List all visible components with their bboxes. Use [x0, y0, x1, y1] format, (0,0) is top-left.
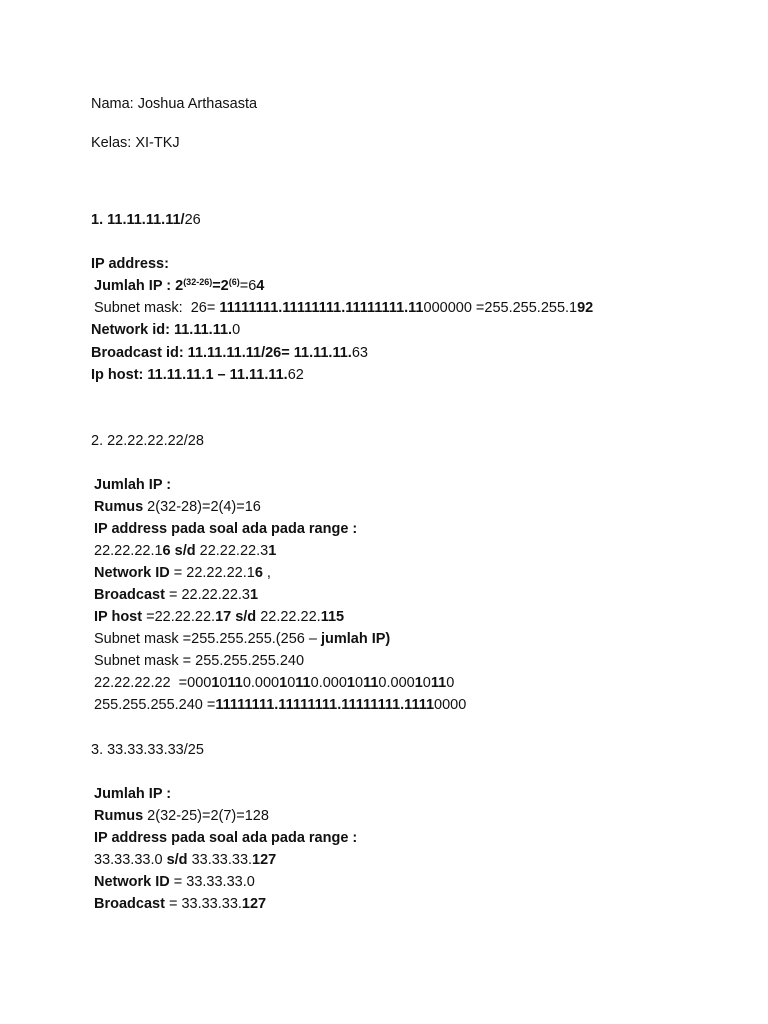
q2-ip-host: IP host =22.22.22.17 s/d 22.22.22.115 — [94, 609, 345, 625]
q1-broadcast-id: Broadcast id: 11.11.11.11/26= 11.11.11.63 — [91, 345, 368, 361]
q2-subnet-mask-formula: Subnet mask =255.255.255.(256 – jumlah IP) — [94, 631, 391, 647]
q3-heading: 3. 33.33.33.33/25 — [91, 742, 204, 758]
q2-range-label: IP address pada soal ada pada range : — [94, 521, 358, 537]
q3-jumlah-ip: Jumlah IP : — [94, 786, 172, 802]
q3-broadcast: Broadcast = 33.33.33.127 — [94, 896, 267, 912]
q2-mask-binary: 255.255.255.240 =11111111.11111111.11111111.11110000 — [94, 697, 467, 713]
q1-network-id: Network id: 11.11.11.0 — [91, 322, 241, 338]
q2-ip-binary: 22.22.22.22 =00010110.00010110.00010110.00010110 — [94, 675, 455, 691]
q2-network-id: Network ID = 22.22.22.16 , — [94, 565, 271, 581]
q2-broadcast: Broadcast = 22.22.22.31 — [94, 587, 259, 603]
student-name: Nama: Joshua Arthasasta — [91, 96, 258, 112]
q3-range-value: 33.33.33.0 s/d 33.33.33.127 — [94, 852, 277, 868]
q2-jumlah-ip: Jumlah IP : — [94, 477, 172, 493]
student-class: Kelas: XI-TKJ — [91, 135, 180, 151]
q2-range-value: 22.22.22.16 s/d 22.22.22.31 — [94, 543, 277, 559]
q2-rumus: Rumus 2(32-28)=2(4)=16 — [94, 499, 261, 515]
q1-ip-host: Ip host: 11.11.11.1 – 11.11.11.62 — [91, 367, 304, 383]
q3-rumus: Rumus 2(32-25)=2(7)=128 — [94, 808, 269, 824]
q3-range-label: IP address pada soal ada pada range : — [94, 830, 358, 846]
q2-subnet-mask-value: Subnet mask = 255.255.255.240 — [94, 653, 305, 669]
q1-ip-address-label: IP address: — [91, 256, 169, 272]
q1-subnet-mask: Subnet mask: 26= 11111111.11111111.11111111.11000000 =255.255.255.192 — [94, 300, 594, 316]
q3-network-id: Network ID = 33.33.33.0 — [94, 874, 255, 890]
q1-heading: 1. 11.11.11.11/26 — [91, 212, 201, 228]
q2-heading: 2. 22.22.22.22/28 — [91, 433, 204, 449]
q1-jumlah-ip: Jumlah IP : $2^{(32-26)}=2^{(6)}=64$ — [94, 277, 265, 294]
